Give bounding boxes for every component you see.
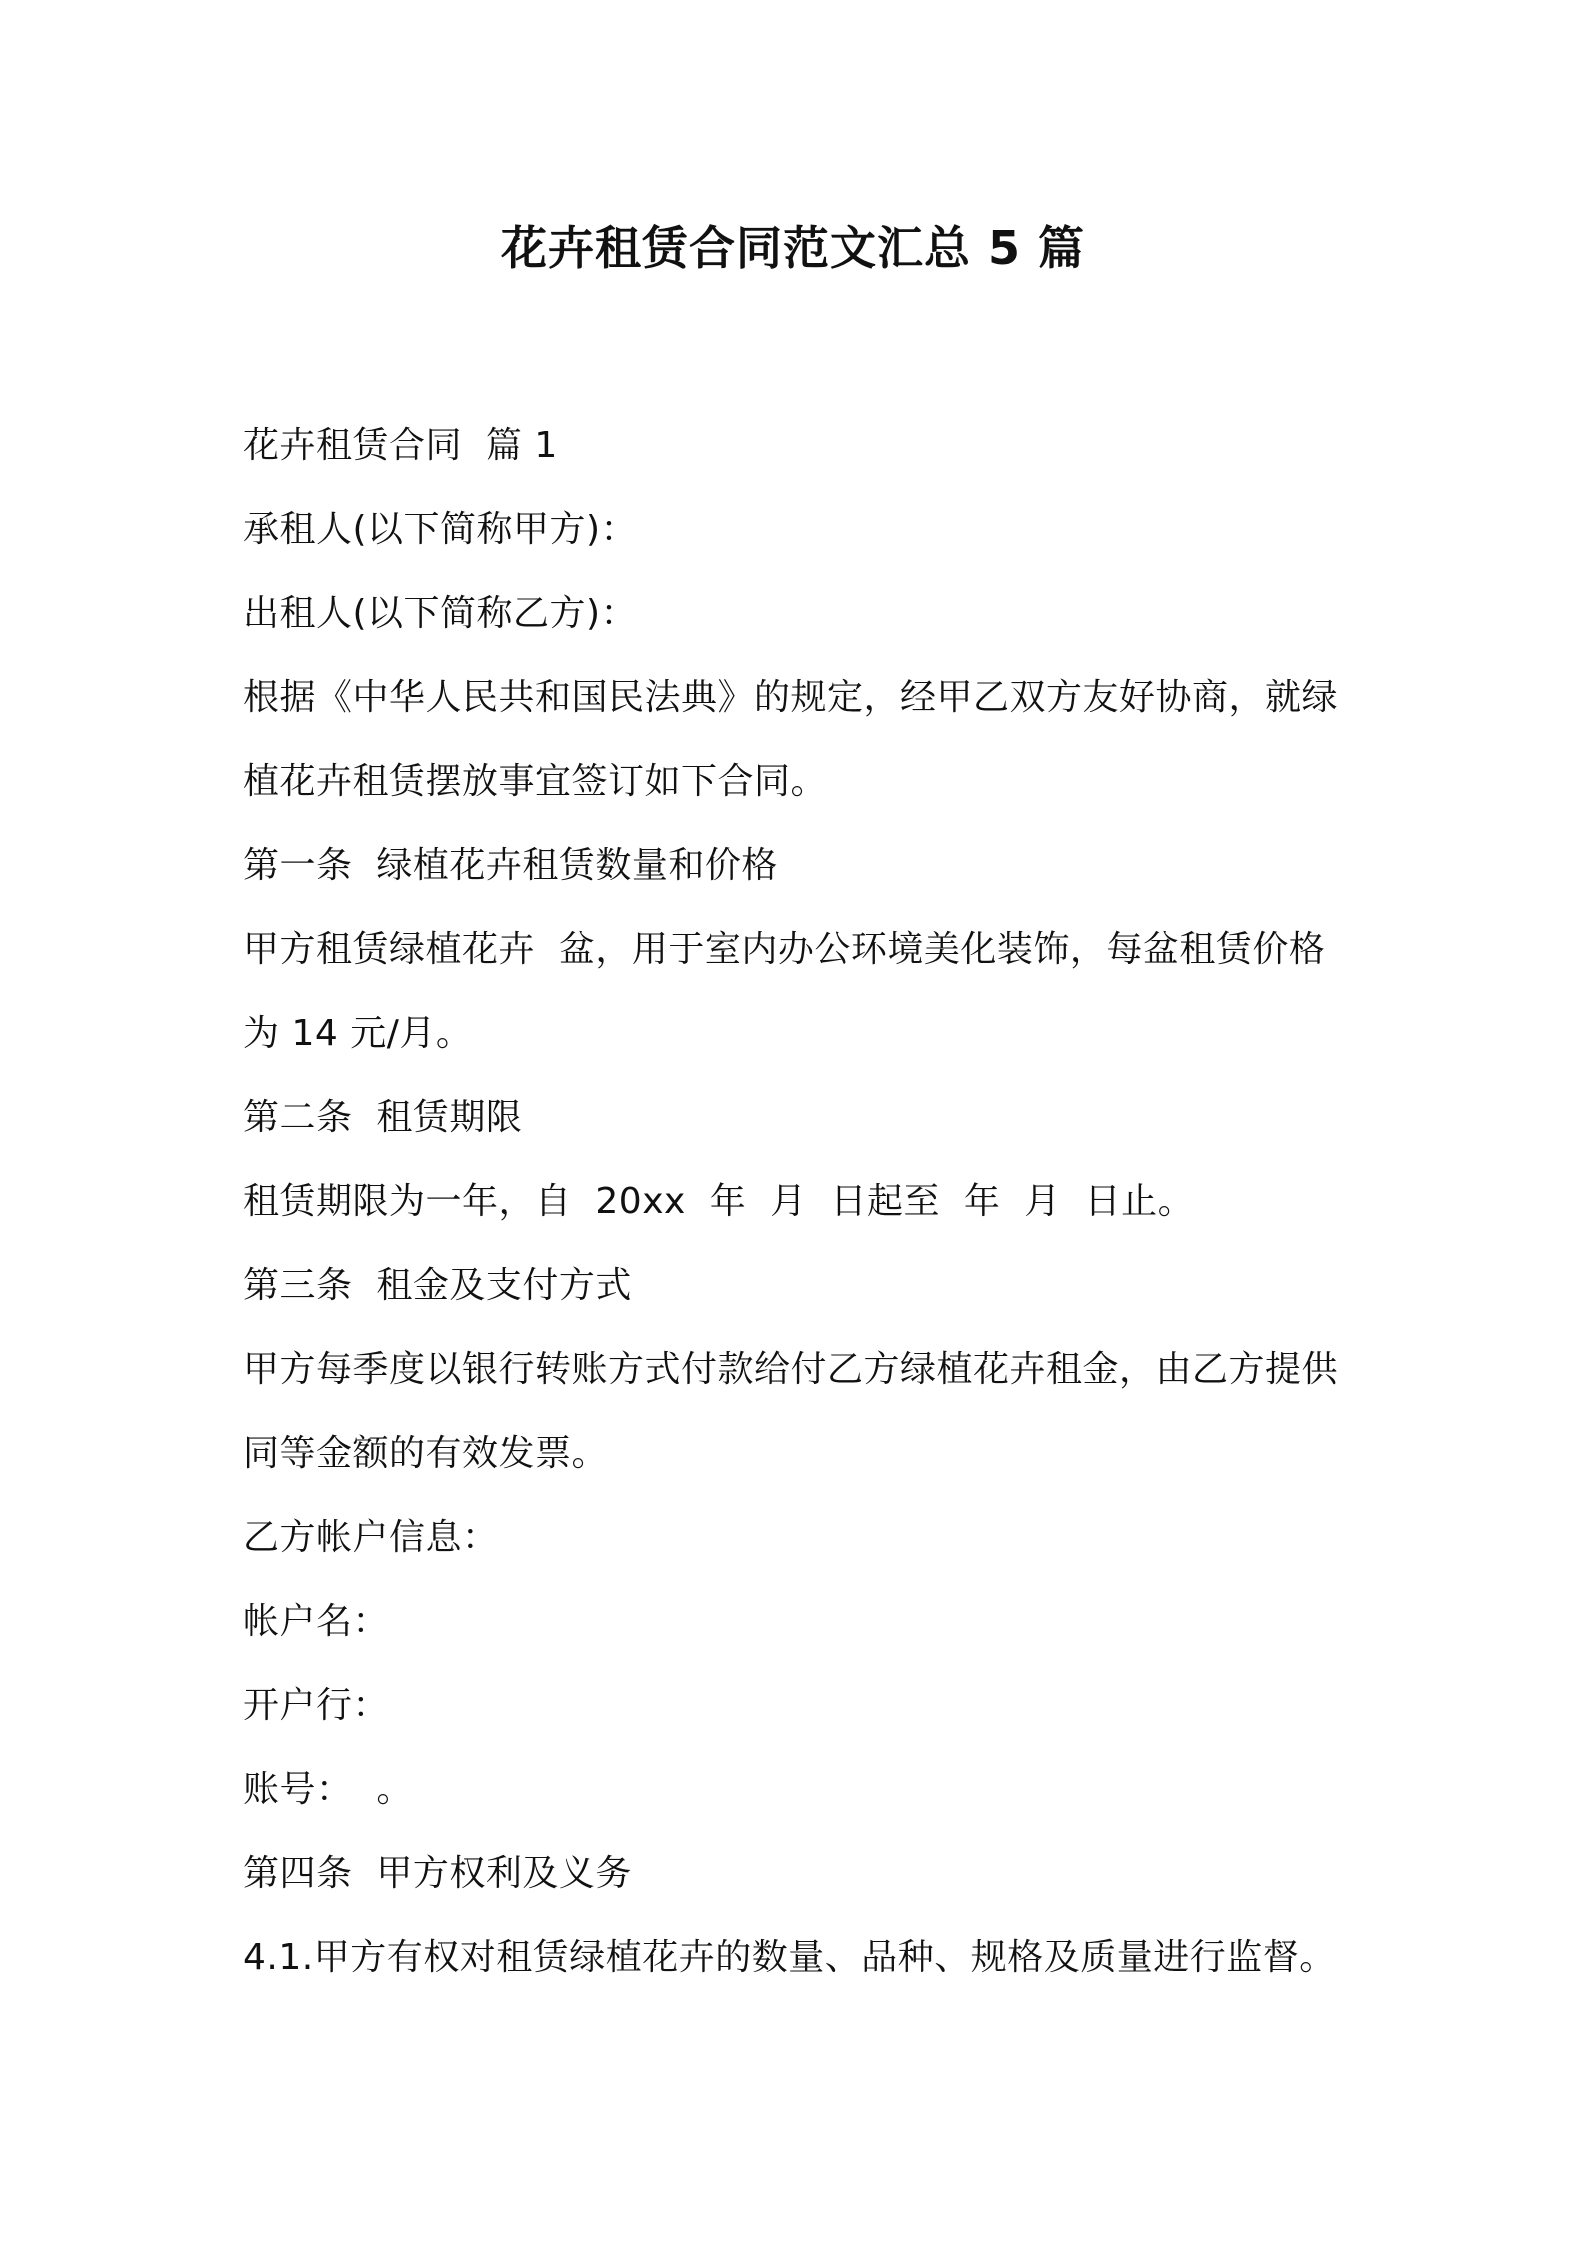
article-4-heading: 第四条 甲方权利及义务: [243, 1853, 632, 1894]
preamble-line-2: 植花卉租赁摆放事宜签订如下合同。: [243, 761, 828, 802]
account-name-label: 帐户名：: [243, 1601, 390, 1642]
article-2-heading: 第二条 租赁期限: [243, 1097, 523, 1138]
article-4-clause-1: 4.1.甲方有权对租赁绿植花卉的数量、品种、规格及质量进行监督。: [243, 1937, 1336, 1978]
article-1-text-line-1: 甲方租赁绿植花卉 盆，用于室内办公环境美化装饰，每盆租赁价格: [243, 929, 1326, 970]
article-3-heading: 第三条 租金及支付方式: [243, 1265, 632, 1306]
article-2-text: 租赁期限为一年，自 20xx 年 月 日起至 年 月 日止。: [243, 1181, 1195, 1222]
article-1-text-line-2: 为 14 元/月。: [243, 1013, 473, 1054]
bank-name-label: 开户行：: [243, 1685, 390, 1726]
article-1-heading: 第一条 绿植花卉租赁数量和价格: [243, 845, 778, 886]
article-3-text-line-1: 甲方每季度以银行转账方式付款给付乙方绿植花卉租金，由乙方提供: [243, 1349, 1339, 1390]
section-heading-part-1: 花卉租赁合同 篇 1: [243, 425, 558, 466]
preamble-line-1: 根据《中华人民共和国民法典》的规定，经甲乙双方友好协商，就绿: [243, 677, 1339, 718]
document-title: 花卉租赁合同范文汇总 5 篇: [500, 221, 1086, 275]
document-body: [243, 404, 1363, 2000]
lessee-line: 承租人(以下简称甲方)：: [243, 509, 638, 550]
lessor-line: 出租人(以下简称乙方)：: [243, 593, 638, 634]
article-3-text-line-2: 同等金额的有效发票。: [243, 1433, 609, 1474]
account-number-label: 账号： 。: [243, 1769, 413, 1810]
account-info-label: 乙方帐户信息：: [243, 1517, 499, 1558]
